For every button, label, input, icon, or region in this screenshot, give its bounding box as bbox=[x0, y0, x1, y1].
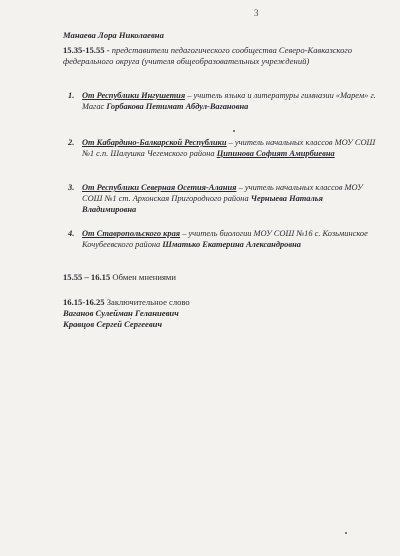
page-number: 3 bbox=[254, 8, 259, 18]
item-region: От Республики Северная Осетия-Алания bbox=[82, 183, 237, 192]
moderator-name: Манаева Лора Николаевна bbox=[63, 30, 164, 40]
scan-speck bbox=[345, 532, 347, 534]
list-item bbox=[68, 90, 378, 112]
list-item bbox=[68, 137, 378, 159]
session-dash: - bbox=[104, 45, 110, 55]
speaker-name: Ваганов Сулейман Геланиевич bbox=[63, 308, 179, 318]
session-text: представители педагогического сообщества Северо-Кавказского федерального округа (учителя общеобразовательных учреждений) bbox=[63, 45, 353, 66]
list-item bbox=[68, 182, 378, 215]
item-number: 4. bbox=[68, 229, 75, 238]
item-number: 2. bbox=[68, 138, 75, 147]
speaker-name: Кравцов Сергей Сергеевич bbox=[63, 319, 162, 329]
item-region: От Республики Ингушетия bbox=[82, 91, 186, 100]
item-person: Ципинова Софият Амирбиевна bbox=[216, 149, 335, 158]
item-person: Черныева Наталья Владимировна bbox=[82, 194, 323, 214]
closing-line bbox=[63, 297, 375, 308]
exchange-text: Обмен мнениями bbox=[110, 272, 176, 282]
session-time: 15.35-15.55 bbox=[63, 45, 105, 55]
item-region: От Кабардино-Балкарской Республики bbox=[82, 138, 227, 147]
scan-speck bbox=[233, 130, 235, 132]
item-description: – учитель языка и литературы гимназии «Марем» г. Магас bbox=[82, 91, 376, 111]
scan-speck bbox=[130, 318, 131, 319]
exchange-line bbox=[63, 272, 375, 283]
list-item bbox=[68, 228, 378, 250]
item-person: Шматько Екатерина Александровна bbox=[162, 240, 301, 249]
item-region: От Ставропольского края bbox=[82, 229, 181, 238]
session-block bbox=[63, 45, 375, 67]
item-number: 1. bbox=[68, 91, 75, 100]
item-description: – учитель начальных классов МОУ СОШ №1 с.п. Шалушка Чегемского района bbox=[82, 138, 376, 158]
item-description: – учитель биологии МОУ СОШ №16 с. Козьминское Кочубеевского района bbox=[82, 229, 368, 249]
exchange-time: 15.55 – 16.15 bbox=[63, 272, 111, 282]
item-person: Горбакова Петимат Абдул-Вагановна bbox=[106, 102, 249, 111]
item-description: – учитель начальных классов МОУ СОШ №1 ст. Архонская Пригородного района bbox=[82, 183, 363, 203]
closing-time: 16.15-16.25 bbox=[63, 297, 105, 307]
closing-text: Заключительное слово bbox=[104, 297, 190, 307]
item-number: 3. bbox=[68, 183, 75, 192]
